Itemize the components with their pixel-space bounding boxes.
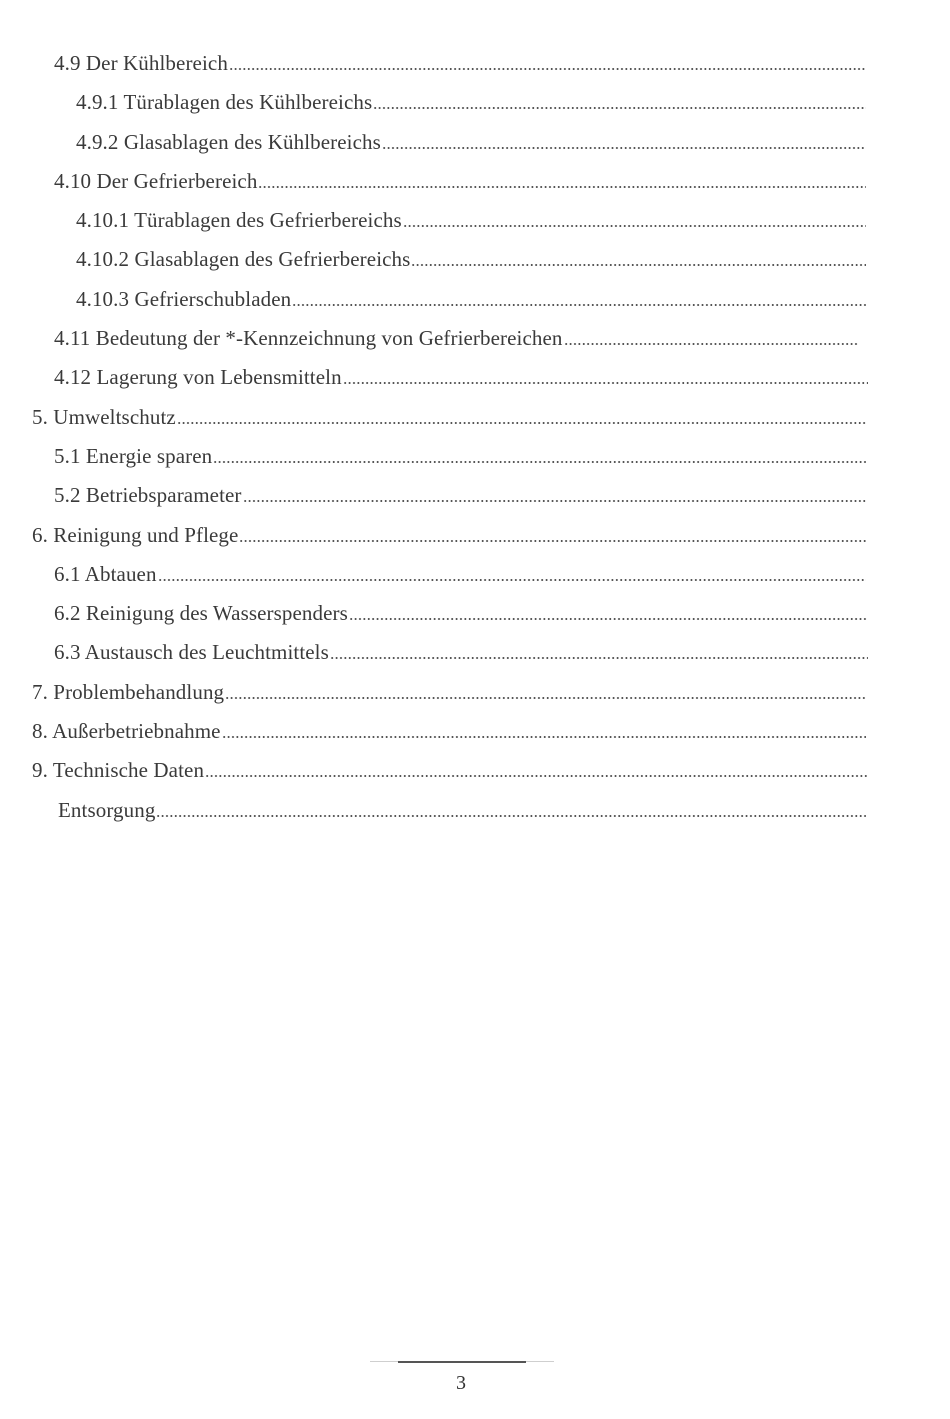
- dot-leader: [292, 304, 866, 306]
- dot-leader: [330, 657, 868, 659]
- toc-entry[interactable]: [0, 358, 950, 397]
- dot-leader: [258, 186, 866, 188]
- dot-leader: [158, 579, 866, 581]
- dot-leader: [229, 68, 866, 70]
- dot-leader: [243, 500, 866, 502]
- dot-leader: [225, 697, 866, 699]
- dot-leader: [213, 461, 866, 463]
- toc-entry[interactable]: [0, 201, 950, 240]
- toc-entry[interactable]: [0, 162, 950, 201]
- dot-leader: [177, 422, 866, 424]
- table-of-contents: [0, 44, 950, 830]
- toc-entry-label: 4.9.2 Glasablagen des Kühlbereichs: [76, 129, 381, 154]
- toc-entry[interactable]: [0, 673, 950, 712]
- toc-entry-label: 6. Reinigung und Pflege: [32, 522, 239, 547]
- toc-entry-label: 4.9.1 Türablagen des Kühlbereichs: [76, 90, 373, 115]
- toc-entry[interactable]: [0, 751, 950, 790]
- toc-entry[interactable]: [0, 398, 950, 437]
- dot-leader: [156, 815, 866, 817]
- toc-entry[interactable]: [0, 437, 950, 476]
- footer-divider-bold: [398, 1361, 526, 1363]
- dot-leader: [373, 107, 866, 109]
- dot-leader: [411, 264, 866, 266]
- toc-entry-label: 4.12 Lagerung von Lebensmitteln: [54, 365, 342, 390]
- dot-leader: [222, 736, 866, 738]
- toc-entry-label: 4.10.3 Gefrierschubladen: [76, 286, 292, 311]
- dot-leader: [343, 382, 868, 384]
- dot-leader: [564, 343, 858, 345]
- toc-entry-label: 4.11 Bedeutung der *-Kennzeichnung von Gefrierbereichen: [54, 326, 563, 351]
- toc-entry-label: 7. Problembehandlung: [32, 679, 225, 704]
- toc-entry-label: 4.10 Der Gefrierbereich: [54, 168, 258, 193]
- dot-leader: [205, 775, 868, 777]
- toc-entry-label: 6.1 Abtauen: [54, 561, 157, 586]
- toc-entry[interactable]: [0, 555, 950, 594]
- toc-entry[interactable]: [0, 476, 950, 515]
- toc-entry-label: 4.10.2 Glasablagen des Gefrierbereichs: [76, 247, 411, 272]
- toc-entry[interactable]: [0, 240, 950, 279]
- toc-entry[interactable]: [0, 44, 950, 83]
- toc-entry-label: 6.3 Austausch des Leuchtmittels: [54, 640, 329, 665]
- page-number: 3: [456, 1372, 466, 1394]
- dot-leader: [349, 618, 868, 620]
- toc-entry[interactable]: [0, 83, 950, 122]
- toc-entry-label: 6.2 Reinigung des Wasserspenders: [54, 601, 348, 626]
- toc-entry-label: 4.10.1 Türablagen des Gefrierbereichs: [76, 208, 402, 233]
- toc-entry-label: 5. Umweltschutz: [32, 404, 176, 429]
- toc-entry[interactable]: [0, 123, 950, 162]
- toc-entry[interactable]: [0, 280, 950, 319]
- toc-entry[interactable]: [0, 319, 950, 358]
- toc-entry[interactable]: [0, 516, 950, 555]
- toc-entry[interactable]: [0, 791, 950, 830]
- toc-entry-label: 9. Technische Daten: [32, 758, 205, 783]
- dot-leader: [239, 540, 866, 542]
- toc-entry-label: Entsorgung: [58, 797, 156, 822]
- toc-entry[interactable]: [0, 633, 950, 672]
- toc-entry-label: 5.2 Betriebsparameter: [54, 483, 242, 508]
- dot-leader: [382, 147, 866, 149]
- toc-entry-label: 4.9 Der Kühlbereich: [54, 51, 228, 75]
- toc-entry-label: 5.1 Energie sparen: [54, 443, 213, 468]
- dot-leader: [403, 225, 866, 227]
- toc-entry[interactable]: [0, 712, 950, 751]
- footer-divider: [370, 1361, 554, 1364]
- toc-entry[interactable]: [0, 594, 950, 633]
- toc-entry-label: 8. Außerbetriebnahme: [32, 719, 221, 744]
